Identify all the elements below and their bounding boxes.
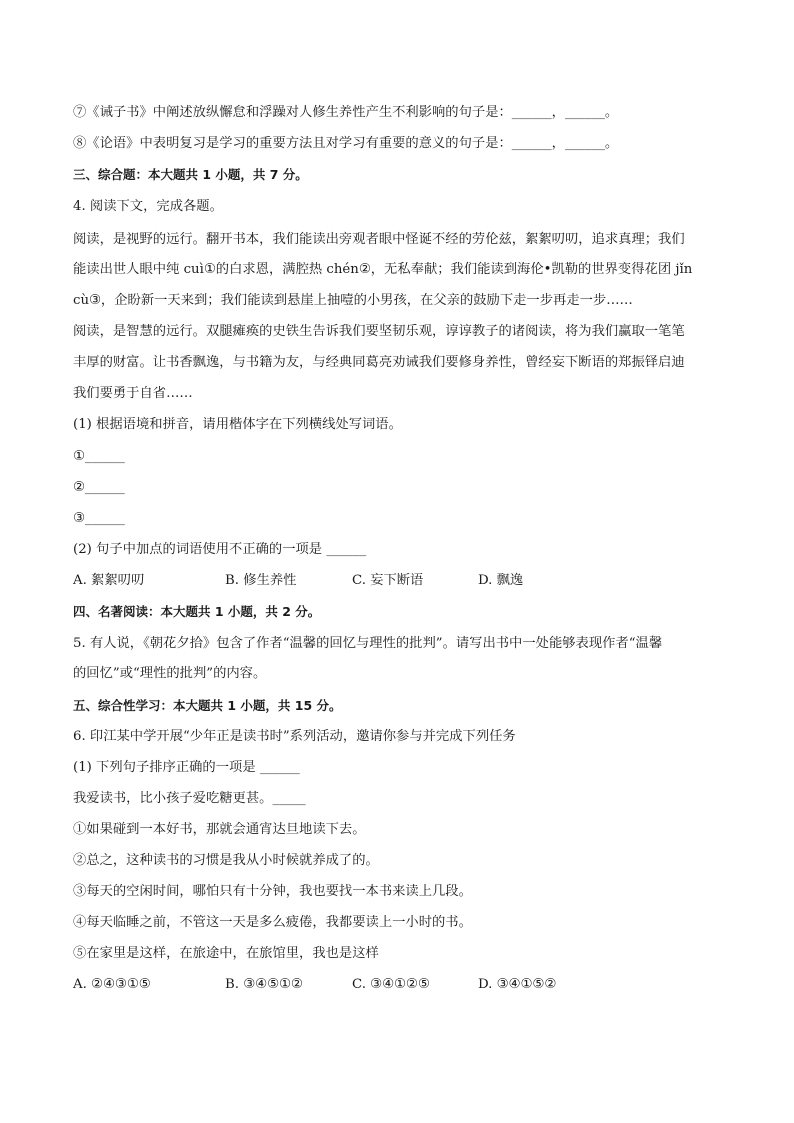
q4-stem: 4. 阅读下文，完成各题。 [73,199,223,214]
q4-passage-line-4: 阅读，是智慧的远行。双腿瘫痪的史铁生告诉我们要坚韧乐观，谆谆教子的诸阅读，将为我们赢取一笔笔 [73,324,685,339]
q6-sub1-stem: (1) 下列句子排序正确的一项是 ______ [73,760,300,775]
q4-passage-line-5: 丰厚的财富。让书香飘逸，与书籍为友，与经典同葛亮劝诫我们要修身养性，曾经妄下断语的郑振铎启迪 [73,355,685,370]
q5-stem-line-2: 的回忆”或“理性的批判”的内容。 [73,666,267,681]
q6-option-a: A. ②④③①⑤ [73,977,151,992]
q3-item-7: ⑦《诫子书》中阐述放纵懈怠和浮躁对人修生养性产生不利影响的句子是：______，______。 [73,105,619,120]
q4-sub1-blank-1: ①______ [73,449,125,464]
q5-stem-line-1: 5. 有人说，《朝花夕拾》包含了作者“温馨的回忆与理性的批判”。请写出书中一处能够表现作者“温馨 [73,636,663,651]
q4-option-a: A. 絮絮叨叨 [73,573,145,588]
q4-sub2-stem: (2) 句子中加点的词语使用不正确的一项是 ______ [73,542,367,557]
q6-option-c: C. ③④①②⑤ [352,977,430,992]
q3-item-8: ⑧《论语》中表明复习是学习的重要方法且对学习有重要的意义的句子是：______，______。 [73,136,619,151]
q4-sub1-stem: (1) 根据语境和拼音，请用楷体字在下列横线处写词语。 [73,417,402,432]
q4-passage-line-6: 我们要勇于自省…… [73,386,193,401]
q4-passage-line-1: 阅读，是视野的远行。翻开书本，我们能读出旁观者眼中怪诞不经的劳伦兹，絮絮叨叨，追求真理；我们 [73,232,685,247]
q4-option-d: D. 飘逸 [478,573,524,588]
q6-sentence-4: ④每天临睡之前，不管这一天是多么疲倦，我都要读上一小时的书。 [73,915,472,930]
q6-option-b: B. ③④⑤①② [225,977,303,992]
q6-sentence-2: ②总之，这种读书的习惯是我从小时候就养成了的。 [73,853,379,868]
q4-passage-line-3: cù③，企盼新一天来到；我们能读到悬崖上抽噎的小男孩，在父亲的鼓励下走一步再走一步…… [73,293,633,308]
q6-option-d: D. ③④①⑤② [478,977,557,992]
q6-stem: 6. 印江某中学开展“少年正是读书时”系列活动，邀请你参与并完成下列任务 [73,729,516,744]
q6-lead-sentence: 我爱读书，比小孩子爱吃糖更甚。_____ [73,791,306,806]
section-4-heading: 四、名著阅读：本大题共 1 小题，共 2 分。 [73,604,321,619]
section-5-heading: 五、综合性学习：本大题共 1 小题，共 15 分。 [73,698,342,713]
q4-option-b: B. 修生养性 [225,573,297,588]
section-3-heading: 三、综合题：本大题共 1 小题，共 7 分。 [73,167,308,182]
q4-sub1-blank-2: ②______ [73,480,125,495]
q6-sentence-1: ①如果碰到一本好书，那就会通宵达旦地读下去。 [73,822,366,837]
q4-passage-line-2: 能读出世人眼中纯 cuì①的白求恩，满腔热 chén②，无私奉献；我们能读到海伦•凯勒的世界变得花团 jǐn [73,262,693,277]
q6-sentence-5: ⑤在家里是这样，在旅途中，在旅馆里，我也是这样 [73,946,379,961]
q4-sub1-blank-3: ③______ [73,511,125,526]
q6-sentence-3: ③每天的空闲时间，哪怕只有十分钟，我也要找一本书来读上几段。 [73,884,472,899]
q4-option-c: C. 妄下断语 [352,573,424,588]
